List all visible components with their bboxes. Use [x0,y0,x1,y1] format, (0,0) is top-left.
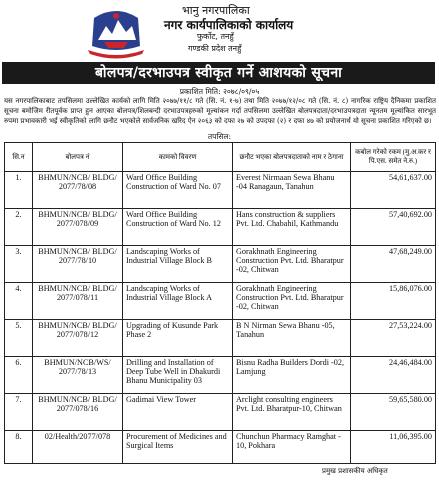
cell-bidder: Gorakhnath Engineering Construction Pvt. Ltd. Bharatpur -02, Chitwan [233,283,351,320]
cell-bidder: Chunchun Pharmacy Ramghat - 10, Pokhara [233,431,351,464]
cell-amount: 24,46,484.00 [351,357,436,394]
cell-sn: 4. [5,283,33,320]
nepal-emblem-icon [84,6,148,60]
table-row [5,394,436,431]
cell-bidder: Gorakhnath Engineering Construction Pvt. Ltd. Bharatpur -02, Chitwan [233,246,351,283]
office-address: फुर्कोट, तनहुँ [197,32,234,41]
cell-bid-no: BHMUN/NCB/ BLDG/ 2077/78/10 [33,246,123,283]
cell-work: Gadimai View Tower [123,394,233,431]
cell-bid-no: BHMUN/NCB/ BLDG/ 2077/078/09 [33,209,123,246]
cell-work: Landscaping Works of Industrial Village Block B [123,246,233,283]
table-row [5,246,436,283]
table-header-row [5,143,436,172]
notice-title: बोलपत्र/दरभाउपत्र स्वीकृत गर्ने आशयको सूचना [2,62,435,84]
cell-bid-no: BHMUN/NCB/WS/ 2077/78/13 [33,357,123,394]
col-header-amount: कबोल गरेको रकम (मु.अ.कर र पि.एस. समेत ने.रु.) [351,143,436,172]
notice-body: यस नगरपालिकाबाट तपसिलमा उल्लेखित कार्यको लागि मिति २०७७/११/८ गते (सि. नं. १-७) तथा मिति २०७७/१२/०८ गते (सि. नं. ८) नागरिक राष्ट्रिय दैनिकमा प्रकाशित सूचना बमोजिम रीतपूर्वक प्राप्त हुन आएका बोलपत्र/शिलबन्दी दरभाउपत्रहरुको मूल्यांकन गर्दा तपसिलमा उल्लेखित बोलपत्रदाता/दरभाउपत्रदाता न्यूनतम मूल्यांकित सारभूत रुपमा प्रभावकारी भई स्वीकृतिको लागि छनौट भएकोले सार्वजनिक खरिद ऐन २०६३ को दफा २७ को उपदफा (२) र दफा ४७ को प्रयोजनार्थ यो सूचना प्रकाशित गरिएको छ। [4,97,436,125]
cell-bidder: Everest Nirmaan Sewa Bhanu -04 Ranagaun, Tanahun [233,172,351,209]
col-header-bidder: छनौट भएका बोलपत्रदाताको नाम र ठेगाना [233,143,351,172]
cell-bid-no: BHMUN/NCB/ BLDG/ 2077/078/16 [33,394,123,431]
cell-sn: 2. [5,209,33,246]
table-row [5,431,436,464]
cell-amount: 54,61,637.00 [351,172,436,209]
cell-bidder: B N Nirman Sewa Bhanu -05, Tanahun [233,320,351,357]
municipality-name: भानु नगरपालिका [182,4,250,17]
cell-sn: 8. [5,431,33,464]
cell-sn: 7. [5,394,33,431]
cell-amount: 59,65,580.00 [351,394,436,431]
cell-amount: 15,86,076.00 [351,283,436,320]
cell-bidder: Bisnu Radha Builders Dordi -02, Lamjung [233,357,351,394]
cell-bidder: Arclight consulting engineers Pvt. Ltd. Bharatpur-10, Chitwan [233,394,351,431]
cell-amount: 57,40,692.00 [351,209,436,246]
cell-amount: 47,68,249.00 [351,246,436,283]
cell-work: Ward Office Building Construction of Ward No. 07 [123,172,233,209]
cell-work: Procurement of Medicines and Surgical Items [123,431,233,464]
table-row [5,320,436,357]
award-table [4,142,436,464]
cell-sn: 6. [5,357,33,394]
table-row [5,209,436,246]
cell-work: Landscaping Works of Industrial Village Block A [123,283,233,320]
cell-work: Ward Office Building Construction of Ward No. 12 [123,209,233,246]
table-row [5,283,436,320]
province-name: गण्डकी प्रदेश तनहुँ [188,44,242,53]
publication-date: प्रकाशित मिति: २०७८/०९/०५ [179,87,260,96]
table-row [5,357,436,394]
cell-work: Upgrading of Kusunde Park Phase 2 [123,320,233,357]
cell-sn: 5. [5,320,33,357]
signatory-title: प्रमुख प्रशासकीय अधिकृत [322,467,388,475]
cell-work: Drilling and Installation of Deep Tube Well in Dhakurdi Bhanu Municipality 03 [123,357,233,394]
col-header-work: कामको विवरण [123,143,233,172]
cell-sn: 1. [5,172,33,209]
table-caption: तपसिल: [207,132,232,141]
col-header-sn: सि.न [5,143,33,172]
cell-amount: 11,06,395.00 [351,431,436,464]
col-header-bid-no: बोलपत्र नं [33,143,123,172]
office-name: नगर कार्यपालिकाको कार्यालय [164,18,294,32]
cell-bid-no: 02/Health/2077/078 [33,431,123,464]
table-row [5,172,436,209]
cell-amount: 27,53,224.00 [351,320,436,357]
cell-sn: 3. [5,246,33,283]
cell-bid-no: BHMUN/NCB/ BLDG/ 2077/078/11 [33,283,123,320]
cell-bid-no: BHMUN/NCB/ BLDG/ 2077/078/12 [33,320,123,357]
cell-bid-no: BHMUN/NCB/ BLDG/ 2077/78/08 [33,172,123,209]
cell-bidder: Hans construction & suppliers Pvt. Ltd. Chabahil, Kathmandu [233,209,351,246]
